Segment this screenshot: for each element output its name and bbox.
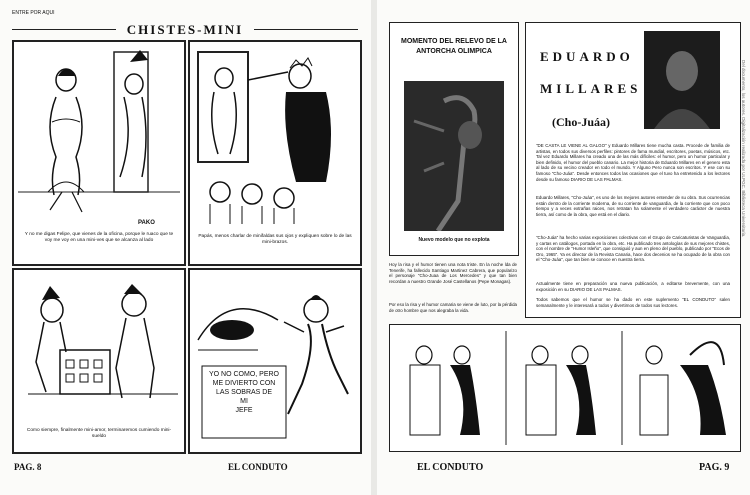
cartoon-drawing-3 <box>14 270 184 420</box>
olympic-title <box>400 37 508 57</box>
title-rule-left <box>12 29 116 30</box>
title-rule-right <box>254 29 358 30</box>
footer-publication-left: EL CONDUTO <box>228 462 288 472</box>
cartoon-drawing-4 <box>190 270 360 450</box>
jefe-sign <box>204 370 284 415</box>
sign-line-1: YO NO COMO, PERO <box>208 371 279 378</box>
eduardo-bio-2: Eduardo Millares, "Cho-Juáa", es uno de los mejores autores entender de su obra. Sus ocurrencias están dentro de la corriente moderna, de su corriente de vanguardia, de la corriente que con poco tiempo y a veces extrañas raices, nos retratan ha solamente el verdadero carácter de nuestra tierra, así como de la obra, que está en el diario. <box>536 195 730 217</box>
signature: PAKO <box>138 220 155 226</box>
olympic-title-line-1: MOMENTO DEL RELEVO DE LA <box>401 38 507 45</box>
footer-page-number-right: PAG. 9 <box>699 462 730 473</box>
panel-3-caption: Como siempre, finalmente mini-amor, terminaremos cumiendo mini-sueldo <box>26 428 172 439</box>
eduardo-bio-3: "Cho-Juáa" ha hecho varias exposiciones colectivas con el Grupo de Caricaturistas de Vanguardia, y cartas en catálogos, portada en la obra, etc. Ha publicado tres antologías de sus mejores chistes, con el nombre de "Humor Isleño", que consiguió y aun en pleno del pueblo, publicado por "Ecos de Oro, 1965". Ya es director de la Revista Canaria, hace dos decenios se ha ocupado de la obra con el "Cho-Juáa", que tan bien se conoce en nuestra tierra. <box>536 235 730 263</box>
footer-publication-right: EL CONDUTO <box>417 462 484 473</box>
eduardo-box <box>525 22 741 318</box>
cartoon-drawing-2 <box>190 42 360 227</box>
sign-line-5: JEFE <box>235 407 253 414</box>
header-label: ENTRE POR AQUI <box>12 10 55 16</box>
olympic-photo-art <box>404 81 504 231</box>
eduardo-portrait-art <box>644 31 720 129</box>
footer-page-number-left: PAG. 8 <box>14 462 42 472</box>
panel-1-caption: Y no me digas Felipe, que vienes de la oficina, porque le ruaco que te voy me voy en una mini-ves que se alcanza al lado <box>24 232 174 243</box>
sign-line-2: ME DIVIERTO CON <box>212 380 276 387</box>
right-page <box>377 0 750 495</box>
olympic-title-line-2: ANTORCHA OLIMPICA <box>416 48 492 55</box>
eduardo-bio-4: Actualmente tiene en preparación una nueva publicación, a editarse brevemente, con una exposición en su DIARIO DE LAS PALMAS. <box>536 281 730 292</box>
digitization-note: Del documento, los autores. Digitalización realizada por ULPGC. Biblioteca Universitaria. <box>741 60 746 238</box>
comic-strip-art <box>390 325 740 451</box>
sign-line-4: MI <box>240 398 248 405</box>
olympic-photo <box>404 81 504 231</box>
page-title: CHISTES-MINI <box>126 22 244 37</box>
panel-2-caption: Papás, menos charlar de minifaldas sus ojos y expliquen sobre lo de las mini-brazos. <box>198 234 352 245</box>
eduardo-bio-1: "DE CASTA LE VIENE AL GALGO" y Eduardo Millares tiene mucha casta. Procede de familia de artistas, en todos sus diversos perfiles: pintores de fama mundial, escritores, poetas, músicos, etc. Tal vez Eduardo Millares ha creado una de las más difíciles: el humor, pero un humor particular y bien definido, el humor del pueblo canario. La mejor historia de Eduardo Millares en el genero esta al lado de su vecino creador en todo el mundo. Y Alguno Pero nunca son escritos. Y ese con su famoso "Cho-Juáa". Desde entonces todos las ocasiones que el tuvo ha entretenido a los lectores desde su famoso DIARIO DE LAS PALMAS. <box>536 143 730 182</box>
comic-strip <box>389 324 741 452</box>
left-page <box>0 0 371 495</box>
eduardo-portrait <box>644 31 720 129</box>
cartoon-panel-2 <box>188 40 362 266</box>
obituary-text-2: Por eso la risa y el humor camaria se viene de luto, por la pérdida de otro hombre que nos alegraba la vida. <box>389 302 517 313</box>
cartoon-panel-3 <box>12 268 186 454</box>
sign-line-3: LAS SOBRAS DE <box>215 389 273 396</box>
olympic-box <box>389 22 519 256</box>
olympic-photo-caption: Nuevo modelo que no explota <box>418 237 490 243</box>
cartoon-panel-1 <box>12 40 186 266</box>
eduardo-name-line-1: EDUARDO <box>540 49 634 64</box>
eduardo-bio-5: Todos sabemos que el humor se ha dado en este suplemento "EL CONDUTO" salen semanalmente y le interesará a todos y divertirnos de todos sus lectores. <box>536 297 730 308</box>
eduardo-name-line-2: MILLARES <box>540 81 642 96</box>
title-bar <box>12 22 358 36</box>
obituary-text-1: Hoy la risa y el humor tienen una nota triste. En la noche lda de Tenerife, ha fallecido Santiago Martinez Cabrera, que popularizo el personaje "Cho-Juaa de Los Mercedes" y que tan bien recordan a nuestro Grande José Castellanos (Pepe Monagas). <box>389 262 517 284</box>
cartoon-drawing-1 <box>14 42 184 227</box>
cartoon-panel-4 <box>188 268 362 454</box>
eduardo-nickname: (Cho-Juáa) <box>552 115 611 129</box>
